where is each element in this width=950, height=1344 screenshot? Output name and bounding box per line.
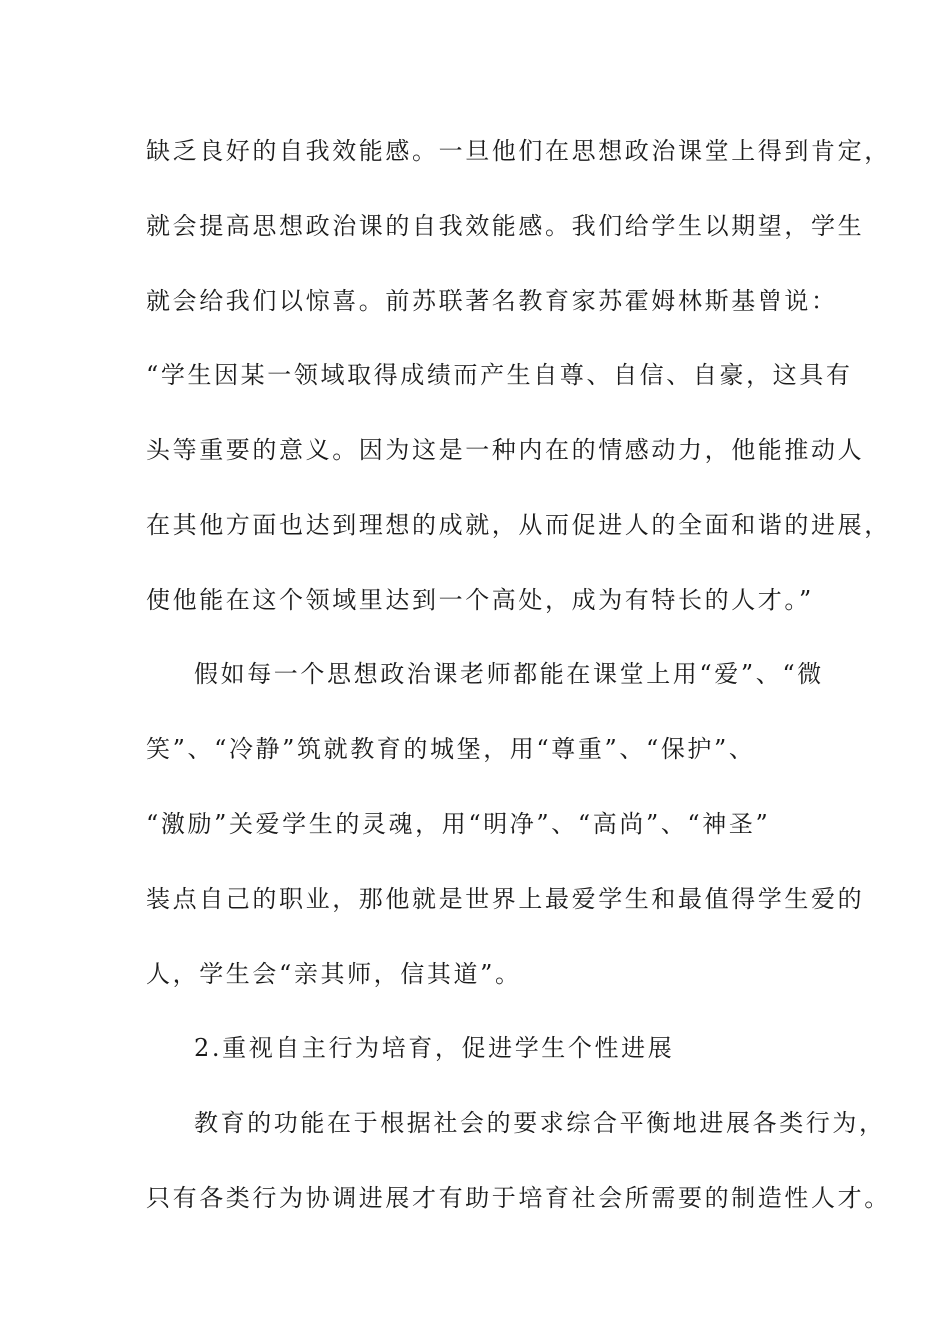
text-line: 头等重要的意义。因为这是一种内在的情感动力，他能推动人 — [146, 436, 865, 464]
text-line: 笑”、“冷静”筑就教育的城堡，用“尊重”、“保护”、 — [146, 735, 756, 763]
text-line: 装点自己的职业，那他就是世界上最爱学生和最值得学生爱的 — [146, 885, 865, 913]
text-line: 就会给我们以惊喜。前苏联著名教育家苏霍姆林斯基曾说： — [146, 287, 838, 315]
text-line: “学生因某一领域取得成绩而产生自尊、自信、自豪，这具有 — [146, 361, 853, 389]
text-line: “激励”关爱学生的灵魂，用“明净”、“高尚”、“神圣” — [146, 810, 771, 838]
paragraph-start-line: 假如每一个思想政治课老师都能在课堂上用“爱”、“微 — [194, 660, 824, 688]
text-line: 使他能在这个领域里达到一个高处，成为有特长的人才。” — [146, 586, 814, 614]
text-line: 在其他方面也达到理想的成就，从而促进人的全面和谐的进展， — [146, 511, 891, 539]
section-heading: 2.重视自主行为培育，促进学生个性进展 — [194, 1034, 675, 1062]
text-line: 人，学生会“亲其师，信其道”。 — [146, 960, 522, 988]
text-line: 只有各类行为协调进展才有助于培育社会所需要的制造性人才。 — [146, 1184, 891, 1212]
text-line: 就会提高思想政治课的自我效能感。我们给学生以期望，学生 — [146, 212, 865, 240]
text-line: 缺乏良好的自我效能感。一旦他们在思想政治课堂上得到肯定， — [146, 137, 891, 165]
paragraph-start-line: 教育的功能在于根据社会的要求综合平衡地进展各类行为， — [194, 1109, 886, 1137]
